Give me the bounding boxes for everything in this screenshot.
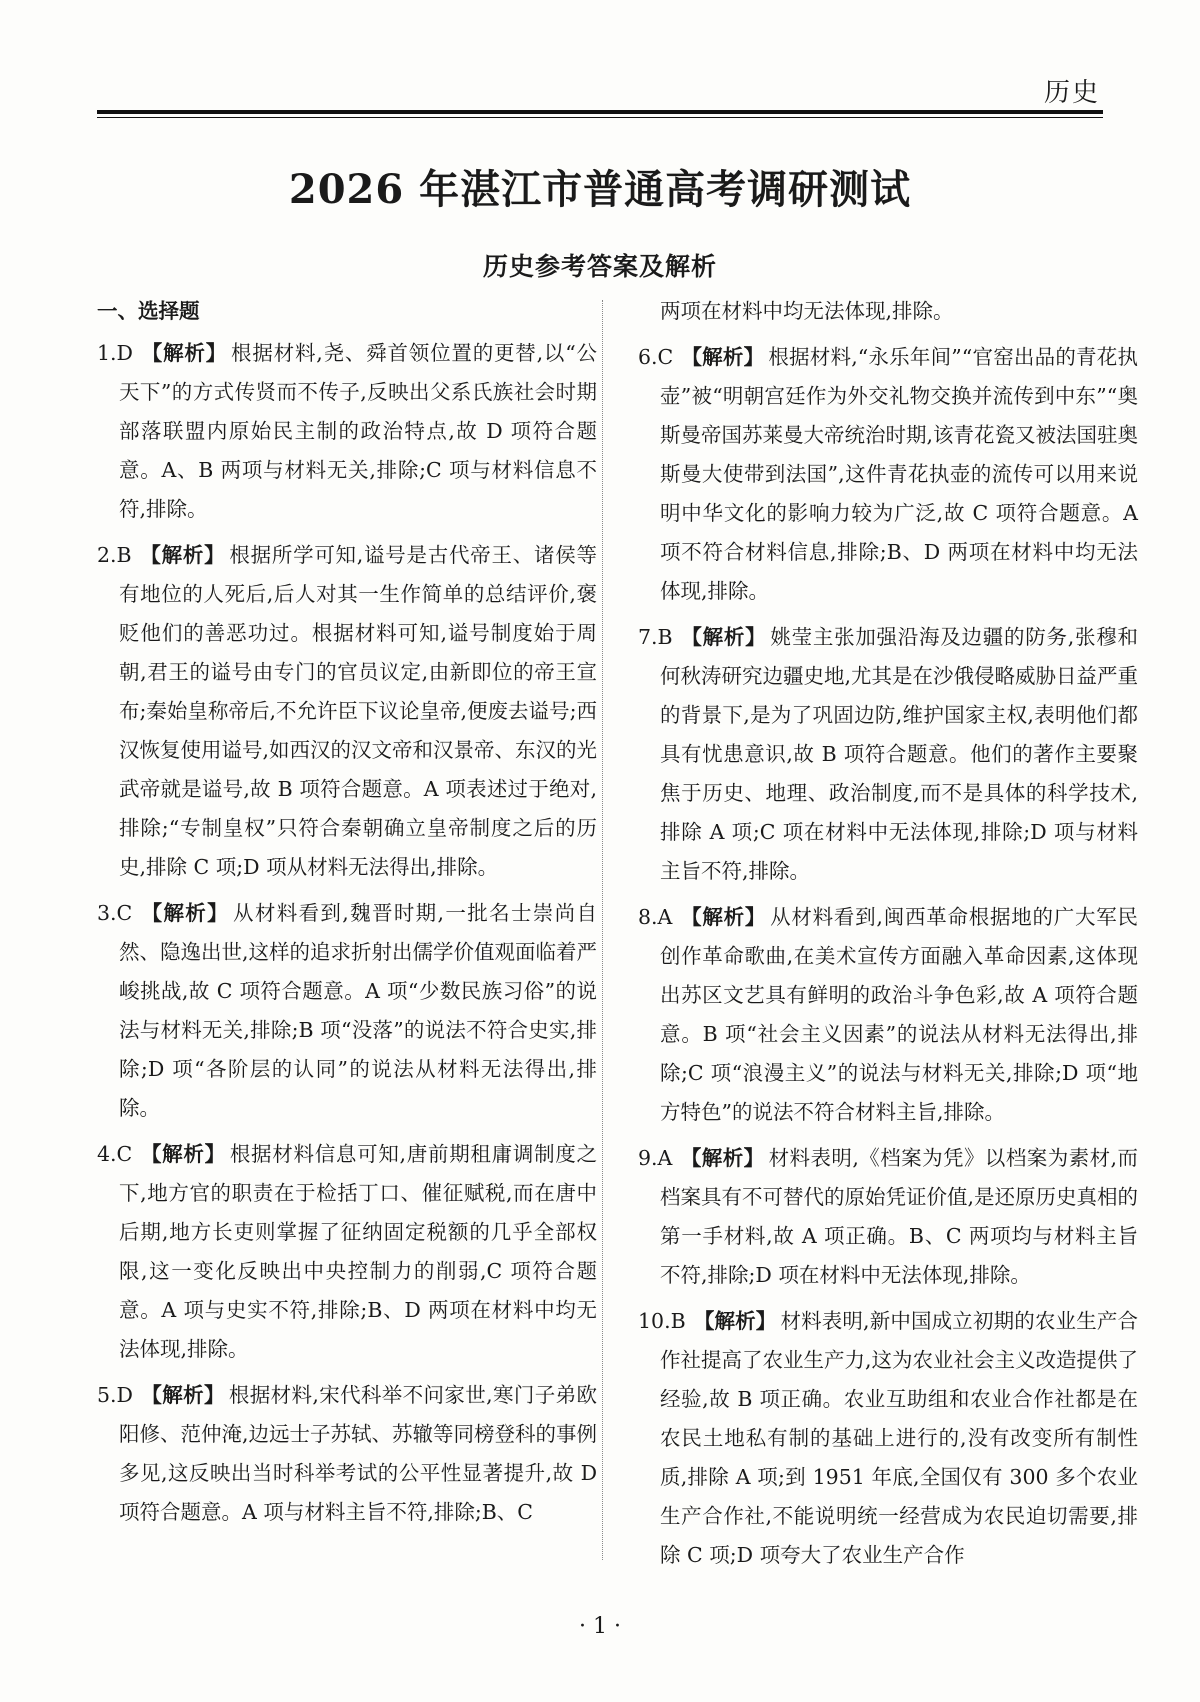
analysis-tag: 【解析】: [141, 1383, 225, 1407]
page-number: · 1 ·: [579, 1614, 621, 1639]
answer-item: [97, 536, 597, 887]
answer-text: 从材料看到,魏晋时期,一批名士崇尚自然、隐逸出世,这样的追求折射出儒学价值观面临着严峻挑战,故 C 项符合题意。A 项“少数民族习俗”的说法与材料无关,排除;B 项“没落”的说法不符合史实,排除;D 项“各阶层的认同”的说法从材料无法得出,排除。: [119, 901, 598, 1120]
answer-text: 根据材料,宋代科举不问家世,寒门子弟欧阳修、范仲淹,边远士子苏轼、苏辙等同榜登科的事例多见,这反映出当时科举考试的公平性显著提升,故 D 项符合题意。A 项与材料主旨不符,排除;B、C: [119, 1383, 598, 1524]
answer-item: [638, 1302, 1138, 1575]
left-answer-list: [97, 334, 597, 1532]
answer-continuation: 两项在材料中均无法体现,排除。: [660, 299, 954, 323]
answer-number: 10.B: [638, 1309, 686, 1333]
page-title: 2026 年湛江市普通高考调研测试: [288, 166, 912, 213]
analysis-tag: 【解析】: [680, 625, 767, 649]
answer-number: 8.A: [638, 905, 673, 929]
answer-text: 根据材料,尧、舜首领位置的更替,以“公天下”的方式传贤而不传子,反映出父系氏族社会时期部落联盟内原始民主制的政治特点,故 D 项符合题意。A、B 两项与材料无关,排除;C 项与材料信息不符,排除。: [119, 341, 598, 521]
answer-number: 2.B: [97, 543, 132, 567]
analysis-tag: 【解析】: [681, 345, 765, 369]
left-column: [97, 292, 597, 1539]
analysis-tag: 【解析】: [141, 341, 228, 365]
answer-item: [97, 1135, 597, 1369]
subject-label: 历史: [1043, 78, 1100, 108]
answer-text: 材料表明,新中国成立初期的农业生产合作社提高了农业生产力,这为农业社会主义改造提供了经验,故 B 项正确。农业互助组和农业合作社都是在农民土地私有制的基础上进行的,没有改变所有制性质,排除 A 项;到 1951 年底,全国仅有 300 多个农业生产合作社,不能说明统一经营成为农民迫切需要,排除 C 项;D 项夸大了农业生产合作: [660, 1309, 1139, 1567]
right-answer-list: [638, 338, 1138, 1575]
answer-text: 材料表明,《档案为凭》以档案为素材,而档案具有不可替代的原始凭证价值,是还原历史真相的第一手材料,故 A 项正确。B、C 两项均与材料主旨不符,排除;D 项在材料中无法体现,排除。: [660, 1146, 1139, 1287]
analysis-tag: 【解析】: [140, 1142, 226, 1166]
answer-item: [97, 894, 597, 1128]
answer-item: [638, 338, 1138, 611]
answer-item: [638, 1139, 1138, 1295]
answer-number: 1.D: [97, 341, 133, 365]
header-rule-thin: [97, 117, 1103, 118]
analysis-tag: 【解析】: [693, 1309, 777, 1333]
analysis-tag: 【解析】: [139, 543, 226, 567]
answer-text: 根据材料,“永乐年间”“官窑出品的青花执壶”被“明朝宫廷作为外交礼物交换并流传到中东”“奥斯曼帝国苏莱曼大帝统治时期,该青花瓷又被法国驻奥斯曼大使带到法国”,这件青花执壶的流传可以用来说明中华文化的影响力较为广泛,故 C 项符合题意。A 项不符合材料信息,排除;B、D 两项在材料中均无法体现,排除。: [660, 345, 1139, 603]
section-heading: 一、选择题: [97, 299, 200, 323]
answer-number: 9.A: [638, 1146, 673, 1170]
page-subtitle: 历史参考答案及解析: [482, 252, 717, 281]
answer-text: 根据材料信息可知,唐前期租庸调制度之下,地方官的职责在于检括丁口、催征赋税,而在唐中后期,地方长吏则掌握了征纳固定税额的几乎全部权限,这一变化反映出中央控制力的削弱,C 项符合题意。A 项与史实不符,排除;B、D 两项在材料中均无法体现,排除。: [119, 1142, 598, 1361]
header-rule-thick: [97, 110, 1103, 114]
answer-number: 7.B: [638, 625, 673, 649]
analysis-tag: 【解析】: [680, 905, 767, 929]
answer-text: 从材料看到,闽西革命根据地的广大军民创作革命歌曲,在美术宣传方面融入革命因素,这体现出苏区文艺具有鲜明的政治斗争色彩,故 A 项符合题意。B 项“社会主义因素”的说法从材料无法得出,排除;C 项“浪漫主义”的说法与材料无关,排除;D 项“地方特色”的说法不符合材料主旨,排除。: [660, 905, 1139, 1124]
analysis-tag: 【解析】: [680, 1146, 765, 1170]
answer-item: [638, 618, 1138, 891]
answer-number: 5.D: [97, 1383, 133, 1407]
answer-number: 3.C: [97, 901, 133, 925]
answer-item: [97, 334, 597, 529]
answer-number: 6.C: [638, 345, 674, 369]
analysis-tag: 【解析】: [140, 901, 230, 925]
column-divider: [602, 300, 603, 1560]
answer-text: 根据所学可知,谥号是古代帝王、诸侯等有地位的人死后,后人对其一生作简单的总结评价,褒贬他们的善恶功过。根据材料可知,谥号制度始于周朝,君王的谥号由专门的官员议定,由新即位的帝王宣布;秦始皇称帝后,不允许臣下议论皇帝,便废去谥号;西汉恢复使用谥号,如西汉的汉文帝和汉景帝、东汉的光武帝就是谥号,故 B 项符合题意。A 项表述过于绝对,排除;“专制皇权”只符合秦朝确立皇帝制度之后的历史,排除 C 项;D 项从材料无法得出,排除。: [119, 543, 598, 879]
answer-text: 姚莹主张加强沿海及边疆的防务,张穆和何秋涛研究边疆史地,尤其是在沙俄侵略威胁日益严重的背景下,是为了巩固边防,维护国家主权,表明他们都具有忧患意识,故 B 项符合题意。他们的著作主要聚焦于历史、地理、政治制度,而不是具体的科学技术,排除 A 项;C 项在材料中无法体现,排除;D 项与材料主旨不符,排除。: [660, 625, 1139, 883]
answer-item: [638, 898, 1138, 1132]
answer-item: [97, 1376, 597, 1532]
answer-number: 4.C: [97, 1142, 133, 1166]
right-column: [638, 292, 1138, 1582]
